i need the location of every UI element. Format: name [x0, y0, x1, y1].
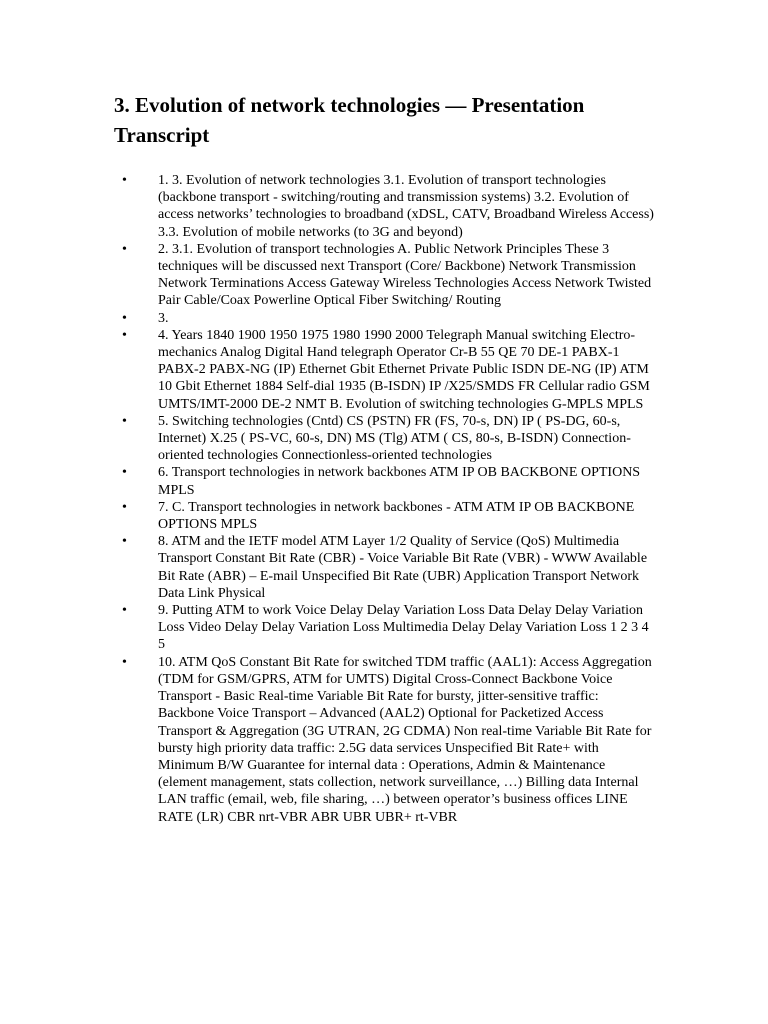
list-item-text: 9. Putting ATM to work Voice Delay Delay Variation Loss Data Delay Delay Variation Loss Video Delay Delay Variation Loss Multimedia Delay Delay Variation Loss 1 2 3 4 5	[158, 603, 649, 653]
list-item-text: 8. ATM and the IETF model ATM Layer 1/2 Quality of Service (QoS) Multimedia Transport Constant Bit Rate (CBR) - Voice Variable Bit Rate (VBR) - WWW Available Bit Rate (ABR) – E-mail Unspecified Bit Rate (UBR) Application Transport Network Data Link Physical	[158, 534, 648, 601]
document-page	[114, 90, 654, 826]
list-item	[114, 499, 654, 533]
list-item	[114, 172, 654, 241]
list-item-text: 7. C. Transport technologies in network backbones - ATM ATM IP OB BACKBONE OPTIONS MPLS	[158, 499, 635, 533]
list-item	[114, 464, 654, 498]
list-item	[114, 654, 654, 826]
bullet-icon: •	[122, 173, 127, 188]
list-item-text: 4. Years 1840 1900 1950 1975 1980 1990 2000 Telegraph Manual switching Electro-mechanics Analog Digital Hand telegraph Operator Cr-B 55 QE 70 DE-1 PABX-1 PABX-2 PABX-NG (IP) Ethernet Gbit Ethernet Private Public ISDN DE-NG (IP) ATM 10 Gbit Ethernet 1884 Self-dial 1935 (B-ISDN) IP /X25/SMDS FR Cellular radio GSM UMTS/IMT-2000 DE-2 NMT B. Evolution of switching technologies G-MPLS MPLS	[158, 327, 650, 412]
bullet-icon: •	[122, 413, 127, 429]
list-item-text: 6. Transport technologies in network backbones ATM IP OB BACKBONE OPTIONS MPLS	[158, 465, 641, 498]
list-item	[114, 602, 654, 654]
bullet-icon: •	[122, 241, 127, 257]
list-item	[114, 241, 654, 310]
list-item-text: 5. Switching technologies (Cntd) CS (PSTN) FR (FS, 70-s, DN) IP ( PS-DG, 60-s, Internet) X.25 ( PS-VC, 60-s, DN) MS (Tlg) ATM ( CS, 80-s, B-ISDN) Connection-oriented technologies Connectionless-oriented technologies	[158, 413, 631, 464]
page-title: 3. Evolution of network technologies — Presentation Transcript	[114, 93, 585, 147]
list-item-text: 3.	[158, 310, 169, 326]
list-item	[114, 327, 654, 413]
bullet-icon: •	[122, 654, 127, 670]
bullet-icon: •	[122, 327, 127, 343]
bullet-icon: •	[122, 499, 127, 515]
bullet-icon: •	[122, 310, 127, 326]
bullet-icon: •	[122, 603, 127, 619]
list-item	[114, 413, 654, 465]
list-item-text: 2. 3.1. Evolution of transport technologies A. Public Network Principles These 3 techniques will be discussed next Transport (Core/ Backbone) Network Transmission Network Terminations Access Gateway Wireless Technologies Access Network Twisted Pair Cable/Coax Powerline Optical Fiber Switching/ Routing	[158, 241, 652, 309]
transcript-list	[114, 172, 654, 826]
list-item	[114, 533, 654, 602]
list-item	[114, 310, 654, 327]
list-item-text: 10. ATM QoS Constant Bit Rate for switched TDM traffic (AAL1): Access Aggregation (TDM for GSM/GPRS, ATM for UMTS) Digital Cross-Connect Backbone Voice Transport - Basic Real-time Variable Bit Rate for bursty, jitter-sensitive traffic: Backbone Voice Transport – Advanced (AAL2) Optional for Packetized Access Transport & Aggregation (3G UTRAN, 2G CDMA) Non real-time Variable Bit Rate for bursty high priority data traffic: 2.5G data services Unspecified Bit Rate+ with Minimum B/W Guarantee for internal data : Operations, Admin & Maintenance (element management, stats collection, network surveillance, …) Billing data Internal LAN traffic (email, web, file sharing, …) between operator’s business offices LINE RATE (LR) CBR nrt-VBR ABR UBR UBR+ rt-VBR	[158, 654, 652, 825]
list-item-text: 1. 3. Evolution of network technologies 3.1. Evolution of transport technologies (backbone transport - switching/routing and transmission systems) 3.2. Evolution of access networks’ technologies to broadband (xDSL, CATV, Broadband Wireless Access) 3.3. Evolution of mobile networks (to 3G and beyond)	[158, 173, 654, 240]
bullet-icon: •	[122, 465, 127, 481]
bullet-icon: •	[122, 534, 127, 550]
